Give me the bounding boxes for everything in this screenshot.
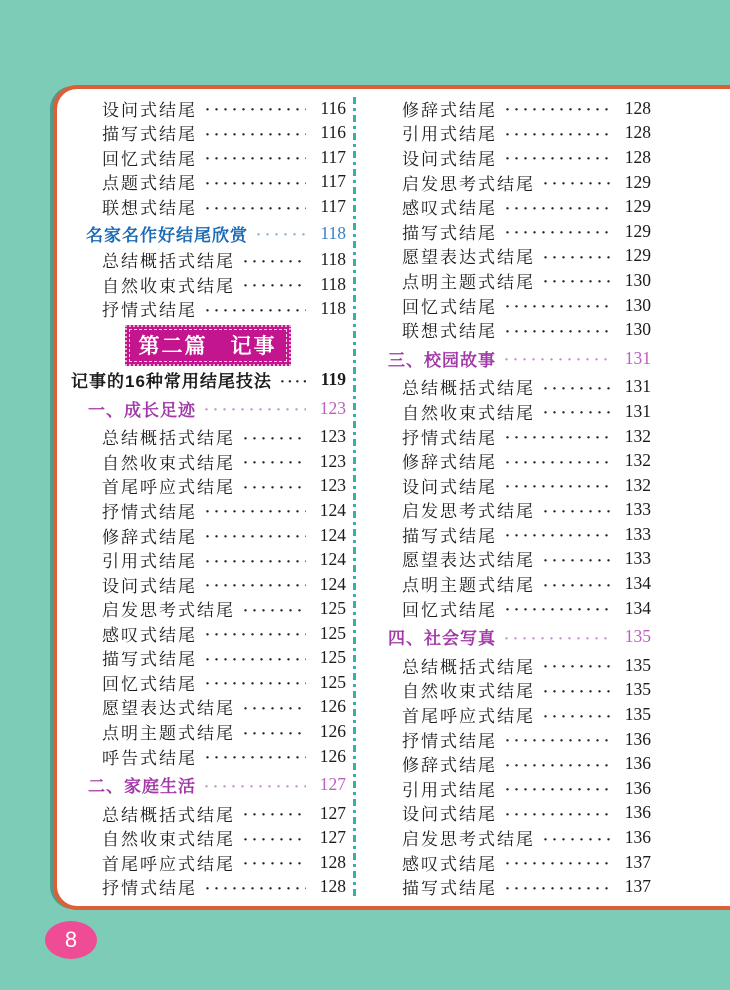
toc-label: 点明主题式结尾 — [402, 272, 535, 292]
dot-leader — [543, 271, 611, 291]
dot-leader — [205, 624, 306, 644]
dot-leader — [505, 99, 611, 119]
toc-page-panel — [53, 85, 730, 910]
dot-leader — [505, 804, 611, 824]
toc-page-number: 129 — [624, 245, 651, 266]
toc-entry — [69, 272, 346, 297]
toc-label: 首尾呼应式结尾 — [102, 478, 235, 498]
toc-label: 描写式结尾 — [402, 526, 497, 546]
dot-leader — [505, 779, 611, 799]
dot-leader — [205, 747, 306, 767]
dot-leader — [204, 776, 306, 796]
toc-entry — [369, 571, 651, 596]
toc-entry — [69, 194, 346, 219]
toc-page-number: 129 — [624, 196, 651, 217]
dot-leader — [205, 673, 306, 693]
dot-leader — [243, 452, 306, 472]
toc-entry — [369, 596, 651, 621]
toc-label: 感叹式结尾 — [402, 199, 497, 219]
dot-leader — [243, 723, 306, 743]
dot-leader — [505, 730, 611, 750]
toc-entry — [369, 727, 651, 752]
toc-page-number: 118 — [320, 249, 346, 270]
toc-entry — [69, 297, 346, 322]
dot-leader — [505, 452, 611, 472]
dot-leader — [505, 124, 611, 144]
toc-label: 自然收束式结尾 — [102, 453, 235, 473]
toc-entry — [369, 874, 651, 899]
toc-entry — [369, 121, 651, 146]
toc-entry — [69, 744, 346, 769]
dot-leader — [505, 476, 611, 496]
toc-section-heading — [369, 624, 651, 649]
toc-entry — [369, 825, 651, 850]
toc-entry — [69, 247, 346, 272]
toc-section-heading — [69, 772, 346, 797]
toc-page-number: 118 — [320, 222, 346, 243]
toc-entry — [69, 596, 346, 621]
toc-entry — [69, 96, 346, 121]
toc-entry — [369, 145, 651, 170]
dot-leader — [243, 275, 306, 295]
toc-entry — [369, 702, 651, 727]
column-divider — [353, 97, 356, 898]
toc-entry — [69, 670, 346, 695]
toc-label: 描写式结尾 — [102, 650, 197, 670]
toc-page-number: 124 — [319, 499, 346, 520]
toc-entry — [369, 244, 651, 269]
toc-page-number: 132 — [624, 450, 651, 471]
toc-entry — [69, 850, 346, 875]
toc-page-number: 116 — [320, 122, 346, 143]
toc-label: 愿望表达式结尾 — [402, 248, 535, 268]
toc-page-number: 118 — [320, 298, 346, 319]
toc-page-number: 123 — [319, 397, 346, 418]
toc-label: 呼告式结尾 — [102, 748, 197, 768]
toc-column-right — [369, 96, 651, 899]
toc-label: 首尾呼应式结尾 — [402, 707, 535, 727]
dot-leader — [543, 378, 611, 398]
toc-entry — [369, 317, 651, 342]
toc-label: 联想式结尾 — [402, 322, 497, 342]
toc-page-number: 123 — [319, 450, 346, 471]
toc-entry — [369, 448, 651, 473]
dot-leader — [280, 370, 306, 391]
toc-label: 三、校园故事 — [388, 350, 496, 370]
dot-leader — [543, 656, 611, 676]
toc-label: 愿望表达式结尾 — [102, 699, 235, 719]
toc-label: 回忆式结尾 — [402, 600, 497, 620]
toc-entry — [69, 424, 346, 449]
toc-entry — [369, 375, 651, 400]
toc-page-number: 126 — [319, 696, 346, 717]
dot-leader — [505, 755, 611, 775]
dot-leader — [205, 198, 306, 218]
toc-label: 抒情式结尾 — [102, 301, 197, 321]
toc-entry — [69, 801, 346, 826]
toc-entry — [369, 653, 651, 678]
toc-page-number: 127 — [319, 774, 346, 795]
toc-page-number: 133 — [624, 548, 651, 569]
toc-page-number: 129 — [624, 220, 651, 241]
toc-label: 抒情式结尾 — [402, 731, 497, 751]
dot-leader — [505, 427, 611, 447]
toc-page-number: 137 — [624, 851, 651, 872]
toc-label: 启发思考式结尾 — [102, 601, 235, 621]
toc-label: 抒情式结尾 — [102, 502, 197, 522]
toc-page-number: 136 — [624, 802, 651, 823]
toc-page-number: 119 — [320, 369, 346, 390]
dot-leader — [205, 300, 306, 320]
toc-page-number: 135 — [624, 654, 651, 675]
toc-label: 名家名作好结尾欣赏 — [86, 225, 248, 245]
toc-entry — [69, 547, 346, 572]
toc-entry — [69, 170, 346, 195]
toc-chapter-line — [69, 367, 346, 392]
toc-label: 启发思考式结尾 — [402, 830, 535, 850]
dot-leader — [205, 526, 306, 546]
toc-label: 设问式结尾 — [402, 477, 497, 497]
dot-leader — [243, 477, 306, 497]
toc-entry — [369, 268, 651, 293]
dot-leader — [505, 222, 611, 242]
toc-column-left — [69, 96, 346, 899]
toc-page-number: 130 — [624, 269, 651, 290]
dot-leader — [505, 853, 611, 873]
dot-leader — [505, 599, 611, 619]
toc-page-number: 136 — [624, 728, 651, 749]
toc-label: 启发思考式结尾 — [402, 174, 535, 194]
toc-page-number: 125 — [319, 598, 346, 619]
page-number-badge — [45, 921, 97, 959]
dot-leader — [256, 224, 306, 244]
toc-label: 回忆式结尾 — [102, 149, 197, 169]
toc-page-number: 129 — [624, 171, 651, 192]
toc-label: 描写式结尾 — [402, 879, 497, 899]
toc-entry — [69, 449, 346, 474]
toc-label: 点明主题式结尾 — [102, 724, 235, 743]
toc-label: 自然收束式结尾 — [402, 403, 535, 423]
toc-label: 联想式结尾 — [102, 199, 197, 219]
toc-entry — [69, 474, 346, 499]
toc-entry — [69, 572, 346, 597]
toc-label: 抒情式结尾 — [102, 879, 197, 899]
toc-entry — [369, 498, 651, 523]
toc-label: 自然收束式结尾 — [102, 276, 235, 296]
toc-entry — [369, 96, 651, 121]
dot-leader — [205, 99, 306, 119]
toc-page-number: 128 — [624, 146, 651, 167]
dot-leader — [543, 681, 611, 701]
toc-label: 回忆式结尾 — [402, 297, 497, 317]
dot-leader — [243, 251, 306, 271]
toc-entry — [69, 719, 346, 744]
dot-leader — [505, 878, 611, 898]
dot-leader — [205, 878, 306, 898]
toc-page-number: 130 — [624, 319, 651, 340]
toc-entry — [69, 695, 346, 720]
page-number: 8 — [64, 927, 78, 952]
toc-section-heading — [69, 396, 346, 421]
toc-page-number: 133 — [624, 499, 651, 520]
part-banner-row — [69, 325, 346, 365]
toc-page-number: 132 — [624, 474, 651, 495]
dot-leader — [543, 706, 611, 726]
dot-leader — [205, 551, 306, 571]
toc-label: 启发思考式结尾 — [402, 502, 535, 522]
toc-entry — [369, 850, 651, 875]
dot-leader — [543, 575, 611, 595]
dot-leader — [504, 628, 611, 648]
toc-page-number: 131 — [624, 347, 651, 368]
toc-page-number: 116 — [320, 97, 346, 118]
toc-page-number: 136 — [624, 827, 651, 848]
toc-page-number: 128 — [319, 851, 346, 872]
toc-label: 抒情式结尾 — [402, 428, 497, 448]
dot-leader — [243, 600, 306, 620]
toc-page-number: 117 — [320, 146, 346, 167]
toc-entry — [369, 776, 651, 801]
dot-leader — [243, 829, 306, 849]
toc-label: 四、社会写真 — [388, 629, 496, 649]
toc-label: 设问式结尾 — [102, 100, 197, 120]
toc-page-number: 123 — [319, 475, 346, 496]
toc-label: 引用式结尾 — [102, 552, 197, 572]
dot-leader — [505, 525, 611, 545]
dot-leader — [205, 173, 306, 193]
dot-leader — [243, 853, 306, 873]
toc-page-number: 125 — [319, 622, 346, 643]
toc-label: 二、家庭生活 — [88, 777, 196, 797]
toc-label: 自然收束式结尾 — [102, 830, 235, 850]
toc-label: 总结概括式结尾 — [402, 657, 535, 677]
dot-leader — [205, 124, 306, 144]
dot-leader — [504, 349, 611, 369]
dot-leader — [243, 698, 306, 718]
toc-entry — [369, 219, 651, 244]
dot-leader — [204, 399, 306, 419]
dot-leader — [205, 575, 306, 595]
toc-page-number: 131 — [624, 400, 651, 421]
toc-page-number: 137 — [624, 876, 651, 897]
toc-page-number: 125 — [319, 647, 346, 668]
toc-entry — [69, 121, 346, 146]
toc-entry — [369, 522, 651, 547]
toc-page-number: 124 — [319, 524, 346, 545]
toc-page-number: 133 — [624, 523, 651, 544]
toc-page-number: 134 — [624, 597, 651, 618]
dot-leader — [505, 198, 611, 218]
dot-leader — [543, 402, 611, 422]
dot-leader — [505, 321, 611, 341]
toc-label: 感叹式结尾 — [402, 854, 497, 874]
toc-entry — [369, 801, 651, 826]
toc-page-number: 134 — [624, 573, 651, 594]
dot-leader — [543, 829, 611, 849]
toc-label: 描写式结尾 — [402, 223, 497, 243]
toc-label: 记事的16种常用结尾技法 — [71, 372, 272, 392]
toc-label: 自然收束式结尾 — [402, 682, 535, 702]
toc-page-number: 127 — [319, 827, 346, 848]
toc-label: 修辞式结尾 — [402, 453, 497, 473]
dot-leader — [505, 296, 611, 316]
toc-page-number: 117 — [320, 196, 346, 217]
toc-entry — [69, 621, 346, 646]
toc-entry — [69, 646, 346, 671]
dot-leader — [505, 148, 611, 168]
toc-entry — [369, 751, 651, 776]
toc-page-number: 125 — [319, 671, 346, 692]
toc-page-number: 127 — [319, 802, 346, 823]
dot-leader — [205, 501, 306, 521]
toc-label: 一、成长足迹 — [88, 400, 196, 420]
toc-label: 修辞式结尾 — [402, 100, 497, 120]
toc-entry — [69, 145, 346, 170]
toc-label: 设问式结尾 — [402, 805, 497, 825]
toc-label: 点明主题式结尾 — [402, 576, 535, 596]
toc-label: 引用式结尾 — [402, 125, 497, 145]
toc-page-number: 126 — [319, 721, 346, 741]
toc-label: 总结概括式结尾 — [102, 252, 235, 272]
dot-leader — [243, 804, 306, 824]
toc-entry — [369, 399, 651, 424]
toc-label: 描写式结尾 — [102, 125, 197, 145]
toc-page-number: 118 — [320, 273, 346, 294]
toc-page-number: 135 — [624, 626, 651, 647]
part-banner-text: 第二篇 记事 — [138, 334, 277, 358]
toc-label: 首尾呼应式结尾 — [102, 854, 235, 874]
toc-page-number: 123 — [319, 426, 346, 447]
dot-leader — [543, 247, 611, 267]
dot-leader — [543, 550, 611, 570]
toc-page-number: 124 — [319, 549, 346, 570]
toc-label: 总结概括式结尾 — [102, 429, 235, 449]
toc-label: 设问式结尾 — [402, 149, 497, 169]
toc-entry — [69, 498, 346, 523]
part-banner — [125, 325, 291, 366]
toc-page-number: 130 — [624, 294, 651, 315]
toc-entry — [369, 473, 651, 498]
toc-blue-heading — [69, 221, 346, 246]
toc-entry — [69, 523, 346, 548]
toc-page-number: 128 — [624, 97, 651, 118]
toc-label: 点题式结尾 — [102, 174, 197, 194]
toc-page-number: 132 — [624, 425, 651, 446]
toc-label: 修辞式结尾 — [402, 756, 497, 776]
toc-page-number: 126 — [319, 745, 346, 766]
toc-entry — [369, 170, 651, 195]
toc-page-number: 136 — [624, 777, 651, 798]
toc-entry — [369, 547, 651, 572]
toc-entry — [369, 194, 651, 219]
toc-page-number: 128 — [319, 876, 346, 897]
toc-page-number: 135 — [624, 679, 651, 700]
toc-entry — [69, 825, 346, 850]
toc-page-number: 124 — [319, 573, 346, 594]
toc-page-number: 117 — [320, 171, 346, 192]
toc-label: 修辞式结尾 — [102, 527, 197, 547]
toc-page-number: 135 — [624, 704, 651, 725]
toc-label: 回忆式结尾 — [102, 674, 197, 694]
toc-label: 总结概括式结尾 — [402, 379, 535, 399]
toc-section-heading — [369, 346, 651, 371]
toc-label: 感叹式结尾 — [102, 625, 197, 645]
toc-entry — [369, 293, 651, 318]
toc-label: 总结概括式结尾 — [102, 805, 235, 825]
dot-leader — [205, 649, 306, 669]
toc-page-number: 128 — [624, 122, 651, 143]
toc-label: 设问式结尾 — [102, 576, 197, 596]
dot-leader — [243, 428, 306, 448]
toc-label: 引用式结尾 — [402, 780, 497, 800]
dot-leader — [543, 501, 611, 521]
dot-leader — [543, 173, 611, 193]
toc-entry — [369, 424, 651, 449]
toc-entry — [369, 678, 651, 703]
toc-label: 愿望表达式结尾 — [402, 551, 535, 571]
toc-page-number: 131 — [624, 376, 651, 397]
toc-entry — [69, 875, 346, 900]
toc-page-number: 136 — [624, 753, 651, 774]
dot-leader — [205, 148, 306, 168]
